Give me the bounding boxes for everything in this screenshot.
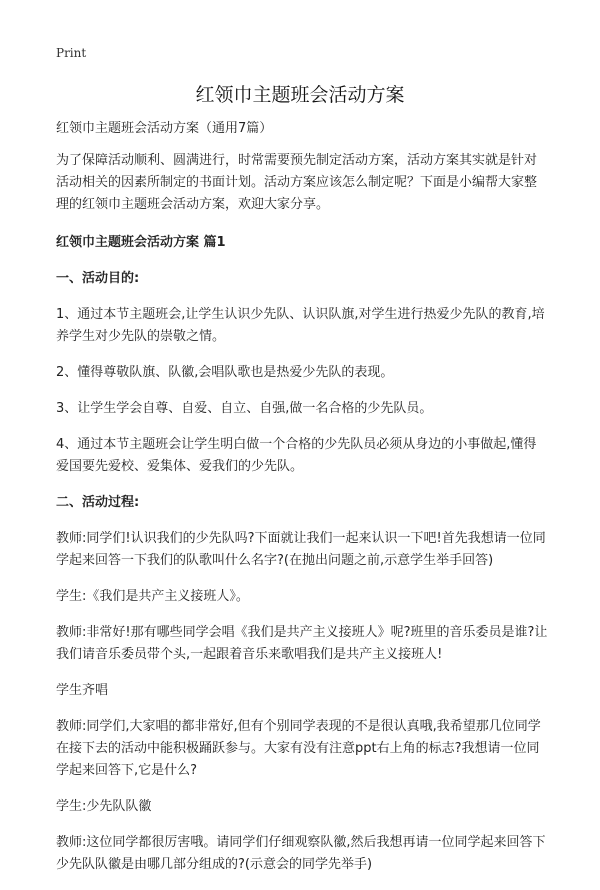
section-heading-purpose: 一、活动目的: [56, 271, 140, 286]
intro-paragraph: 为了保障活动顺利、圆满进行，时常需要预先制定活动方案，活动方案其实就是针对活动相关的因素所制定的书面计划。活动方案应该怎么制定呢？下面是小编帮大家整理的红领巾主题班会活动方案，欢迎大家分享。 [56, 153, 538, 212]
process-paragraph: 教师:同学们!认识我们的少先队吗?下面就让我们一起来认识一下吧!首先我想请一位同学起来回答一下我们的队歌叫什么名字?(在抛出问题之前,示意学生举手回答) [56, 531, 546, 568]
process-paragraph: 学生:少先队队徽 [56, 799, 152, 814]
process-paragraph: 学生:《我们是共产主义接班人》。 [56, 589, 249, 604]
process-paragraph: 教师:这位同学都很厉害哦。请同学们仔细观察队徽,然后我想再请一位同学起来回答下少先队队徽是由哪几部分组成的?(示意会的同学先举手) [56, 835, 546, 872]
document-body [56, 118, 548, 890]
process-paragraph: 学生齐唱 [56, 683, 109, 698]
purpose-item: 3、让学生学会自尊、自爱、自立、自强,做一名合格的少先队员。 [56, 401, 433, 416]
document-subtitle: 红领巾主题班会活动方案（通用7篇） [56, 121, 273, 136]
article-heading: 红领巾主题班会活动方案 篇1 [56, 235, 226, 250]
page-title: 红领巾主题班会活动方案 [195, 84, 405, 106]
process-paragraph: 教师:同学们,大家唱的都非常好,但有个别同学表现的不是很认真哦,我希望那几位同学在接下去的活动中能积极踊跃参与。大家有没有注意ppt右上角的标志?我想请一位同学起来回答下,它是什么? [56, 719, 541, 778]
purpose-item: 4、通过本节主题班会让学生明白做一个合格的少先队员必须从身边的小事做起,懂得爱国要先爱校、爱集体、爱我们的少先队。 [56, 437, 537, 474]
process-paragraph: 教师:非常好!那有哪些同学会唱《我们是共产主义接班人》呢?班里的音乐委员是谁?让我们请音乐委员带个头,一起跟着音乐来歌唱我们是共产主义接班人! [56, 625, 548, 662]
section-heading-process: 二、活动过程: [56, 495, 140, 510]
print-label: Print [56, 46, 87, 60]
purpose-item: 2、懂得尊敬队旗、队徽,会唱队歌也是热爱少先队的表现。 [56, 365, 394, 380]
purpose-item: 1、通过本节主题班会,让学生认识少先队、认识队旗,对学生进行热爱少先队的教育,培养学生对少先队的崇敬之情。 [56, 307, 545, 344]
